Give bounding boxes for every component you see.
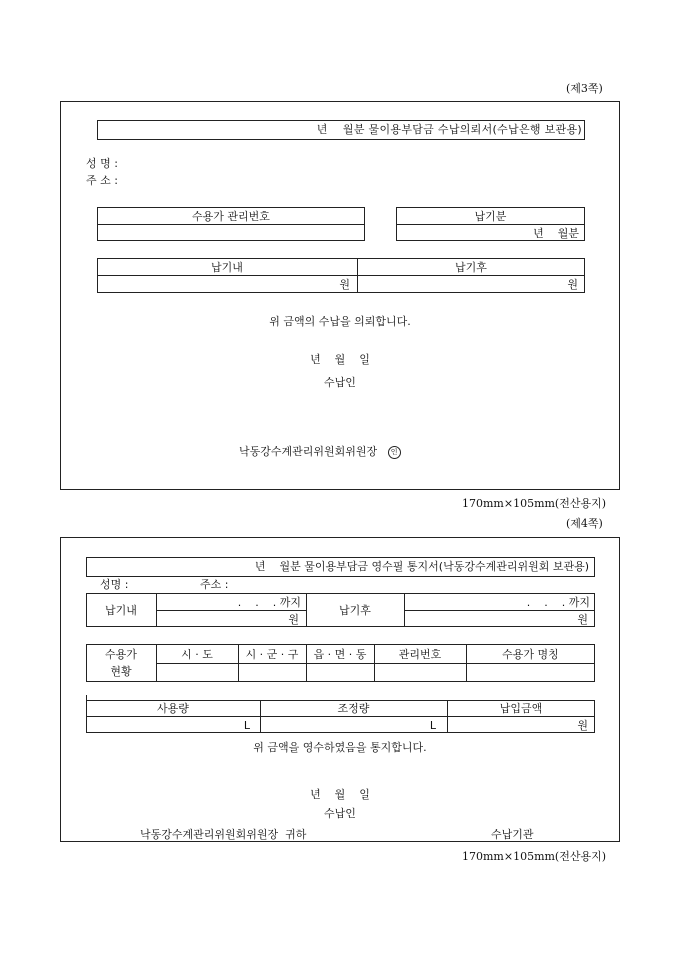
form4-col-sido: 시 · 도: [181, 648, 213, 661]
form4-after-due-until: . . . 까지: [526, 596, 590, 609]
form4-adjust-label: 조정량: [337, 702, 370, 715]
form3-period-label: 납기분: [474, 210, 507, 223]
form4-customer-hline: [156, 663, 595, 664]
form4-col-mgmt-no: 관리번호: [398, 648, 442, 661]
form4-col-customer-name: 수용가 명칭: [502, 648, 559, 661]
form3-after-due-won: 원: [567, 278, 578, 291]
form4-page-label: (제4쪽): [566, 517, 603, 530]
form4-usage-unit: L: [243, 719, 250, 732]
form4-agency-label: 수납기관: [491, 828, 534, 841]
form4-usage-hline: [86, 716, 595, 717]
form3-after-due-label: 납기후: [455, 261, 487, 274]
form4-col-sigungu: 시 · 군 · 구: [245, 648, 299, 661]
form4-paid-amount-label: 납입금액: [499, 702, 543, 715]
form4-col-eupmyeon: 읍 · 면 · 동: [313, 648, 367, 661]
form3-amount-divider: [97, 275, 585, 276]
form3-period-divider: [396, 224, 585, 225]
form4-name-label: 성명 :: [100, 578, 129, 591]
form3-page-label: (제3쪽): [566, 82, 603, 95]
form3-account-label: 수용가 관리번호: [192, 210, 270, 223]
form3-before-due-label: 납기내: [211, 261, 243, 274]
form3-account-divider: [97, 224, 365, 225]
form4-address-label: 주소 :: [200, 578, 229, 591]
form4-after-due-label: 납기후: [339, 604, 371, 617]
form4-addressee: 낙동강수계관리위원회위원장 귀하: [140, 828, 307, 841]
form3-chairman-line: [232, 432, 401, 459]
form3-date-line: 년 월 일: [310, 353, 370, 366]
seal-icon: 인: [388, 446, 401, 459]
form3-address-label: 주 소 :: [86, 174, 118, 187]
form3-period-value: 년 월분: [533, 227, 579, 240]
form4-customer-label-2: 현황: [110, 665, 132, 678]
form4-usage-label: 사용량: [157, 702, 189, 715]
form4-date-line: 년 월 일: [310, 788, 370, 801]
form3-before-due-won: 원: [339, 278, 350, 291]
form4-size-note: 170mm×105mm(전산용지): [462, 850, 607, 863]
form4-before-due-until: . . . 까지: [237, 596, 301, 609]
form3-size-note: 170mm×105mm(전산용지): [462, 497, 607, 510]
form3-chairman: 낙동강수계관리위원회위원장: [239, 445, 378, 458]
form4-amount-hline-1: [156, 610, 306, 611]
form4-receiver-label: 수납인: [324, 807, 356, 820]
form3-receiver-label: 수납인: [324, 376, 356, 389]
form4-before-due-label: 납기내: [105, 604, 137, 617]
form4-adjust-unit: L: [429, 719, 436, 732]
form4-after-due-won: 원: [577, 613, 588, 626]
form4-amount-hline-2: [404, 610, 595, 611]
form4-title: 년 월분 물이용부담금 영수필 통지서(낙동강수계관리위원회 보관용): [254, 560, 589, 573]
form4-notice-text: 위 금액을 영수하였음을 통지합니다.: [253, 741, 427, 754]
form4-before-due-won: 원: [288, 613, 299, 626]
form4-customer-label-1: 수용가: [105, 648, 137, 661]
form3-name-label: 성 명 :: [86, 157, 118, 170]
form4-paid-amount-won: 원: [577, 719, 588, 732]
form3-request-text: 위 금액의 수납을 의뢰합니다.: [269, 315, 411, 328]
form3-title: 년 월분 물이용부담금 수납의뢰서(수납은행 보관용): [316, 123, 582, 136]
